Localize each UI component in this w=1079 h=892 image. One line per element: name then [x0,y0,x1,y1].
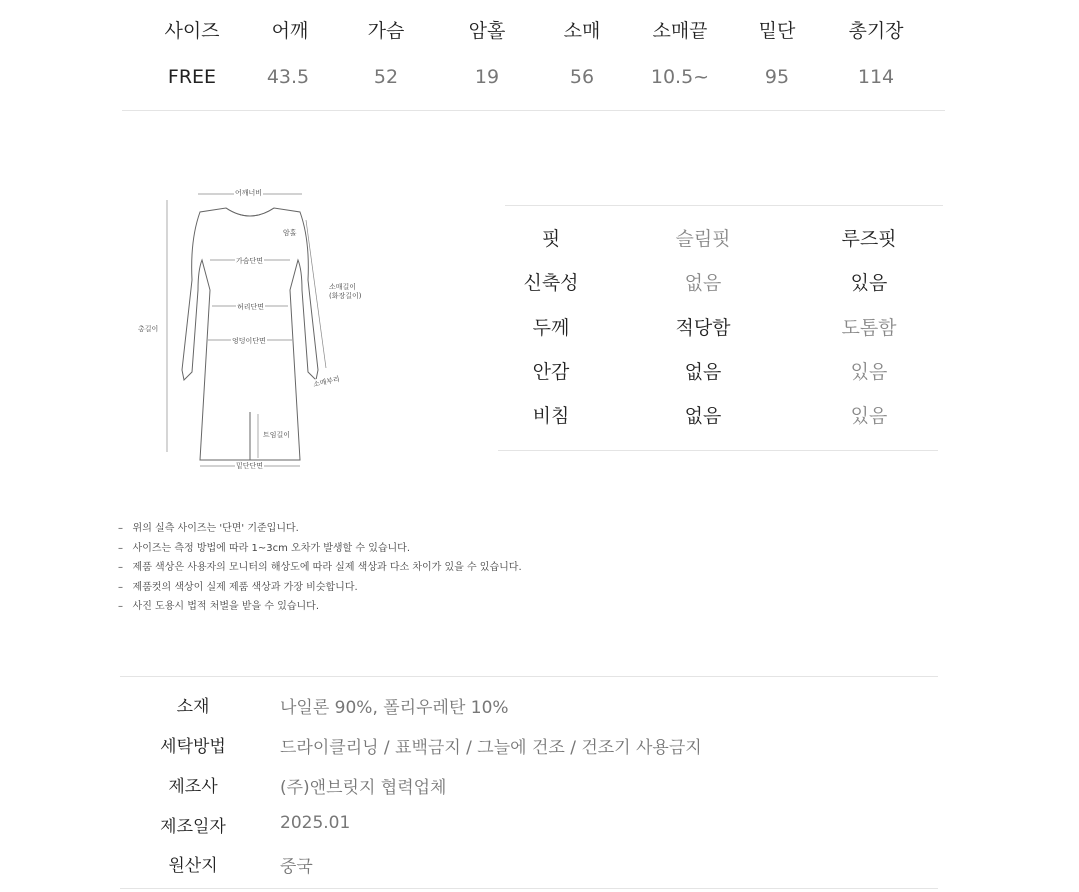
info-value: 2025.01 [280,813,351,833]
fit-option-selected: 없음 [684,405,722,427]
size-header-cell: 소매끝 [652,20,708,42]
info-value: 나일론 90%, 폴리우레탄 10% [280,698,509,718]
fit-row-label: 핏 [541,228,561,250]
info-key: 소재 [176,697,210,717]
note-item: – 사이즈는 측정 방법에 따라 1~3cm 오차가 발생할 수 있습니다. [118,543,411,554]
divider [120,888,938,889]
info-value: 드라이클리닝 / 표백금지 / 그늘에 건조 / 건조기 사용금지 [280,738,702,758]
size-value-cell: 56 [569,66,595,88]
dress-measurement-diagram [130,180,370,480]
note-text: 제품컷의 색상이 실제 제품 색상과 가장 비슷합니다. [132,582,358,593]
note-item: – 제품 색상은 사용자의 모니터의 해상도에 따라 실제 색상과 다소 차이가 있을 수 있습니다. [118,562,522,573]
info-key: 제조일자 [160,817,226,837]
size-table [0,0,1079,112]
fit-option: 슬림핏 [675,228,731,250]
size-value-cell: 19 [474,66,500,88]
dress-outline-icon [130,180,370,480]
size-header-cell: 소매 [563,20,601,42]
divider [498,450,938,451]
fit-option-selected: 적당함 [675,317,731,339]
diagram-label-slit: 트임길이 [263,431,291,439]
diagram-label-sleeve-length-sub: (화장길이) [329,292,362,300]
divider [122,110,945,111]
fit-option: 있음 [850,361,888,383]
info-key: 세탁방법 [160,737,226,757]
diagram-label-hem: 밑단단면 [236,462,264,470]
size-header-cell: 총기장 [848,20,904,42]
diagram-label-chest: 가슴단면 [236,257,264,265]
fit-option-selected: 루즈핏 [841,228,897,250]
divider [505,205,943,206]
fit-option-selected: 없음 [684,361,722,383]
size-value-cell: 95 [764,66,790,88]
diagram-label-waist: 허리단면 [237,303,265,311]
note-text: 사이즈는 측정 방법에 따라 1~3cm 오차가 발생할 수 있습니다. [132,543,411,554]
fit-row-label: 비침 [532,405,570,427]
info-value: (주)앤브릿지 협력업체 [280,778,447,798]
size-value-cell: FREE [167,66,217,88]
fit-option: 도톰함 [841,317,897,339]
divider [120,676,938,677]
size-value-cell: 10.5~ [650,66,710,88]
diagram-label-hip: 엉덩이단면 [232,337,266,345]
diagram-label-shoulder: 어깨너비 [235,189,263,197]
diagram-label-sleeve-cuff: 소매부리 [312,375,341,389]
size-header-cell: 암홀 [468,20,506,42]
size-value-cell: 52 [373,66,399,88]
note-item: – 사진 도용시 법적 처벌을 받을 수 있습니다. [118,601,320,612]
size-header-cell: 어깨 [271,20,309,42]
diagram-label-armhole: 암홀 [283,229,297,237]
note-item: – 위의 실측 사이즈는 '단면' 기준입니다. [118,523,299,534]
fit-option-selected: 있음 [850,272,888,294]
diagram-label-sleeve-length: 소매길이 [329,283,357,291]
info-value: 중국 [280,857,313,877]
fit-row-label: 두께 [532,317,570,339]
fit-row-label: 신축성 [523,272,579,294]
diagram-label-total-length: 총길이 [138,325,159,333]
size-value-cell: 114 [857,66,895,88]
note-text: 위의 실측 사이즈는 '단면' 기준입니다. [132,523,299,534]
fit-option: 없음 [684,272,722,294]
info-key: 원산지 [168,856,218,876]
info-key: 제조사 [168,777,218,797]
note-text: 제품 색상은 사용자의 모니터의 해상도에 따라 실제 색상과 다소 차이가 있을 수 있습니다. [132,562,522,573]
size-header-cell: 사이즈 [164,20,220,42]
note-item: – 제품컷의 색상이 실제 제품 색상과 가장 비슷합니다. [118,582,358,593]
fit-row-label: 안감 [532,361,570,383]
fit-option: 있음 [850,405,888,427]
note-text: 사진 도용시 법적 처벌을 받을 수 있습니다. [132,601,320,612]
size-value-cell: 43.5 [266,66,310,88]
size-header-cell: 가슴 [367,20,405,42]
size-header-cell: 밑단 [758,20,796,42]
